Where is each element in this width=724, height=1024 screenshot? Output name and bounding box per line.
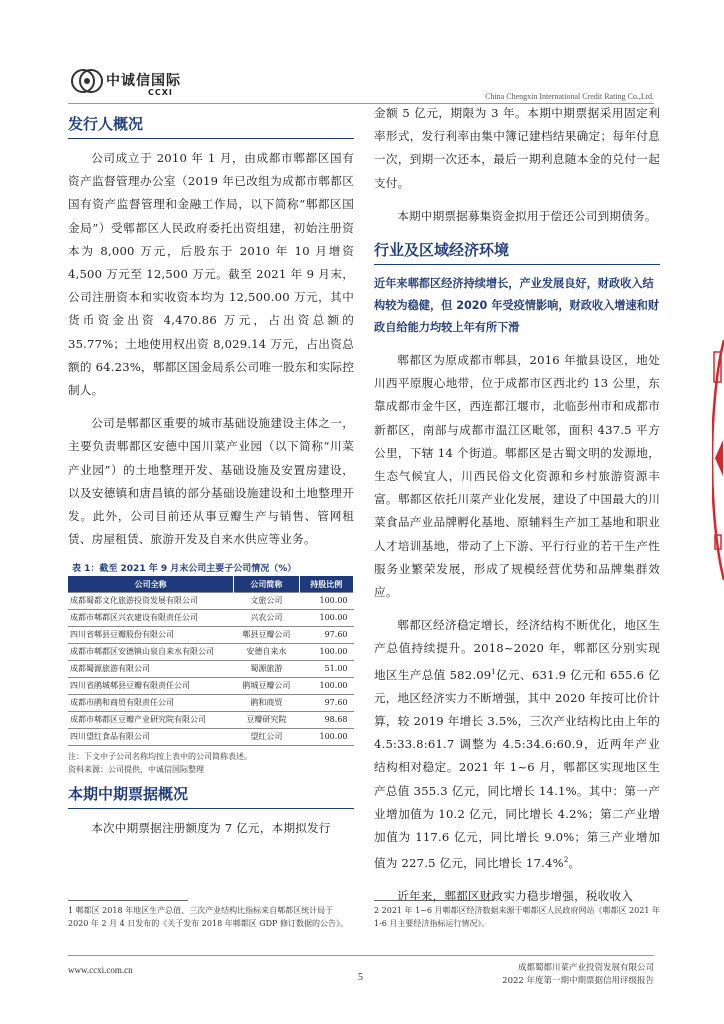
page-number: 5 bbox=[358, 972, 363, 983]
cell-share: 100.00 bbox=[299, 678, 353, 695]
cell-company-short: 鹃城豆瓣公司 bbox=[234, 678, 299, 695]
cell-company-name: 四川望红食品有限公司 bbox=[68, 729, 234, 746]
cell-share: 100.00 bbox=[299, 644, 353, 661]
cell-company-name: 成都蜀源旅游有限公司 bbox=[68, 661, 234, 678]
section-title-issuer: 发行人概况 bbox=[68, 115, 144, 133]
cell-share: 100.00 bbox=[299, 729, 353, 746]
footer-report-info bbox=[502, 962, 654, 988]
table-body bbox=[68, 593, 354, 746]
region-p2-part-c: 。 bbox=[568, 856, 581, 870]
table-row bbox=[68, 661, 354, 678]
footnote-1: 1 郫都区 2018 年地区生产总值、三次产业结构比指标来自郫都区统计局于 2020 年 2 月 4 日发布的《关于发布 2018 年郫都区 GDP 修订数据的公告》。 bbox=[68, 906, 348, 928]
issuer-paragraph-2: 公司是郫都区重要的城市基础设施建设主体之一，主要负责郫都区安德中国川菜产业园（以下简称“川菜产业园”）的土地整理开发、基础设施及安置房建设，以及安德镇和唐昌镇的部分基础设施建设和土地整理开发。此外，公司目前还从事豆瓣生产与销售、管网租赁、房屋租赁、旅游开发及自来水供应等业务。 bbox=[68, 416, 354, 547]
region-paragraph-3: 近年来，郫都区财政实力稳步增强，税收收入 bbox=[397, 889, 634, 904]
table-caption: 表 1：截至 2021 年 9 月末公司主要子公司情况（%） bbox=[72, 564, 297, 575]
right-column bbox=[374, 102, 660, 918]
logo-sub: CCXI bbox=[148, 88, 173, 97]
cell-company-name: 四川省鹃城郫县豆瓣有限责任公司 bbox=[68, 678, 234, 695]
table-row bbox=[68, 729, 354, 746]
table-header-name: 公司全称 bbox=[68, 576, 234, 593]
footnote-right-block bbox=[374, 900, 660, 930]
cell-share: 98.68 bbox=[299, 712, 353, 729]
section-title-mtn: 本期中期票据概况 bbox=[68, 785, 189, 804]
cell-company-short: 豆瓣研究院 bbox=[234, 712, 299, 729]
table-row bbox=[68, 610, 354, 627]
red-seal-stamp-icon bbox=[712, 340, 724, 580]
cell-company-name: 成都蜀都文化旅游投资发展有限公司 bbox=[68, 593, 234, 610]
region-paragraph-1: 郫都区为原成都市郫县，2016 年撤县设区，地处川西平原腹心地带，位于成都市区西北约 13 公里，东靠成都市金牛区，西连都江堰市，北临彭州市和成都市新都区，南部与成都市温江区毗邻，面积 437.5 平方公里，下辖 14 个街道。郫都区是古蜀文明的发源地，生态气候宜人，川西民俗文化资源和乡村旅游资源丰富。郫都区依托川菜产业化发展，建设了中国最大的川菜食品产业品牌孵化基地、原辅料生产加工基地和职业人才培训基地，带动了上下游、平行行业的若干生产性服务业繁荣发展，形成了规模经营优势和品牌集群效应。 bbox=[374, 353, 660, 600]
ccxi-logo-icon bbox=[70, 68, 104, 94]
cell-company-name: 四川省郫县豆瓣股份有限公司 bbox=[68, 627, 234, 644]
cell-share: 100.00 bbox=[299, 593, 353, 610]
footer-company: 成都蜀都川菜产业投资发展有限公司 bbox=[517, 963, 654, 973]
footnote-divider bbox=[374, 900, 494, 901]
cell-company-short: 郫县豆瓣公司 bbox=[234, 627, 299, 644]
cell-company-short: 蜀源旅游 bbox=[234, 661, 299, 678]
table-row bbox=[68, 695, 354, 712]
footer-website: www.ccxi.com.cn bbox=[68, 965, 133, 975]
table-source: 资料来源：公司提供，中诚信国际整理 bbox=[68, 765, 204, 775]
table-note: 注：下文中子公司名称均按上表中的公司简称表述。 bbox=[68, 752, 252, 762]
cell-company-short: 文旅公司 bbox=[234, 593, 299, 610]
table-row bbox=[68, 593, 354, 610]
footnote-2: 2 2021 年 1~6 月郫都区经济数据来源于郫都区人民政府网站《郫都区 2021 年 1-6 月主要经济指标运行情况》。 bbox=[374, 906, 660, 928]
table-row bbox=[68, 678, 354, 695]
section-divider bbox=[374, 264, 660, 265]
region-subtitle: 近年来郫都区经济持续增长，产业发展良好，财政收入结构较为稳健，但 2020 年受疫情影响，财政收入增速和财政自给能力均较上年有所下滑 bbox=[374, 277, 660, 335]
table-row bbox=[68, 644, 354, 661]
cell-company-name: 成都市郫都区安德镇山泉自来水有限公司 bbox=[68, 644, 234, 661]
subsidiary-table bbox=[68, 576, 354, 746]
table-header-short: 公司简称 bbox=[234, 576, 299, 593]
cell-share: 100.00 bbox=[299, 610, 353, 627]
section-divider bbox=[68, 138, 354, 139]
region-paragraph-2 bbox=[374, 614, 660, 875]
cell-company-name: 成都市郫都区兴农建设有限责任公司 bbox=[68, 610, 234, 627]
left-column bbox=[68, 112, 354, 851]
footnote-divider bbox=[68, 900, 188, 901]
footnote-ref-1: 1 bbox=[491, 667, 497, 676]
footnote-left-block bbox=[68, 900, 354, 930]
cell-share: 97.60 bbox=[299, 695, 353, 712]
cell-company-short: 安德自来水 bbox=[234, 644, 299, 661]
table-row bbox=[68, 627, 354, 644]
section-divider bbox=[68, 808, 354, 809]
mtn-paragraph-1-cont: 金额 5 亿元，期限为 3 年。本期中期票据采用固定利率形式，发行利率由集中簿记建档结果确定；每年付息一次，到期一次还本，最后一期利息随本金的兑付一起支付。 bbox=[374, 106, 660, 190]
cell-company-name: 成都市郫都区豆瓣产业研究院有限公司 bbox=[68, 712, 234, 729]
header-company-en: China Chengxin International Credit Rating Co.,Ltd. bbox=[485, 92, 654, 101]
region-p2-part-a: 郫都区经济稳定增长，经济结构不断优化，地区生产总值持续提升。2018~2020 年，郫都区分别实现地区生产总值 582.09 bbox=[374, 618, 660, 682]
cell-company-short: 望红公司 bbox=[234, 729, 299, 746]
table-header-share: 持股比例 bbox=[299, 576, 353, 593]
logo-text: 中诚信国际 bbox=[106, 73, 181, 89]
table-row bbox=[68, 712, 354, 729]
cell-company-name: 成都市鹃和商贸有限责任公司 bbox=[68, 695, 234, 712]
mtn-paragraph-2: 本期中期票据募集资金拟用于偿还公司到期债务。 bbox=[397, 208, 657, 223]
region-p2-part-b: 亿元、631.9 亿元和 655.6 亿元，地区经济实力不断增强，其中 2020 年按可比价计算，较 2019 年增长 3.5%，三次产业结构比由上年的 4.5:33.8:61.7 调整为 4.5:34.6:60.9，近两年产业结构相对稳定。2021 年 1~6 月，郫都区实现地区生产总值 355.3 亿元，同比增长 14.1%。其中：第一产业增加值为 10.2 亿元，同比增长 4.2%；第二产业增加值为 117.6 亿元，同比增长 9.0%；第三产业增加值为 227.5 亿元，同比增长 17.4% bbox=[374, 667, 660, 870]
section-title-region: 行业及区域经济环境 bbox=[374, 241, 510, 260]
cell-company-short: 兴农公司 bbox=[234, 610, 299, 627]
cell-company-short: 鹃和商贸 bbox=[234, 695, 299, 712]
issuer-paragraph-1: 公司成立于 2010 年 1 月，由成都市郫都区国有资产监督管理办公室（2019 年已改组为成都市郫都区国有资产监督管理和金融工作局，以下简称“郫都区国金局”）受郫都区人民政府委托出资组建，初始注册资本为 8,000 万元，后股东于 2010 年 10 月增资 4,500 万元至 12,500 万元。截至 2021 年 9 月末，公司注册资本和实收资本均为 12,500.00 万元，其中货币资金出资 4,470.86 万元，占出资总额的 35.77%；土地使用权出资 8,029.14 万元，占出资总额的 64.23%，郫都区国金局系公司唯一股东和实际控制人。 bbox=[68, 151, 354, 398]
mtn-paragraph-1: 本次中期票据注册额度为 7 亿元，本期拟发行 bbox=[91, 821, 331, 836]
cell-share: 97.60 bbox=[299, 627, 353, 644]
footer-divider bbox=[68, 955, 654, 956]
footnote-ref-2: 2 bbox=[563, 856, 569, 865]
cell-share: 51.00 bbox=[299, 661, 353, 678]
footer-report-title: 2022 年度第一期中期票据信用评级报告 bbox=[502, 976, 654, 986]
